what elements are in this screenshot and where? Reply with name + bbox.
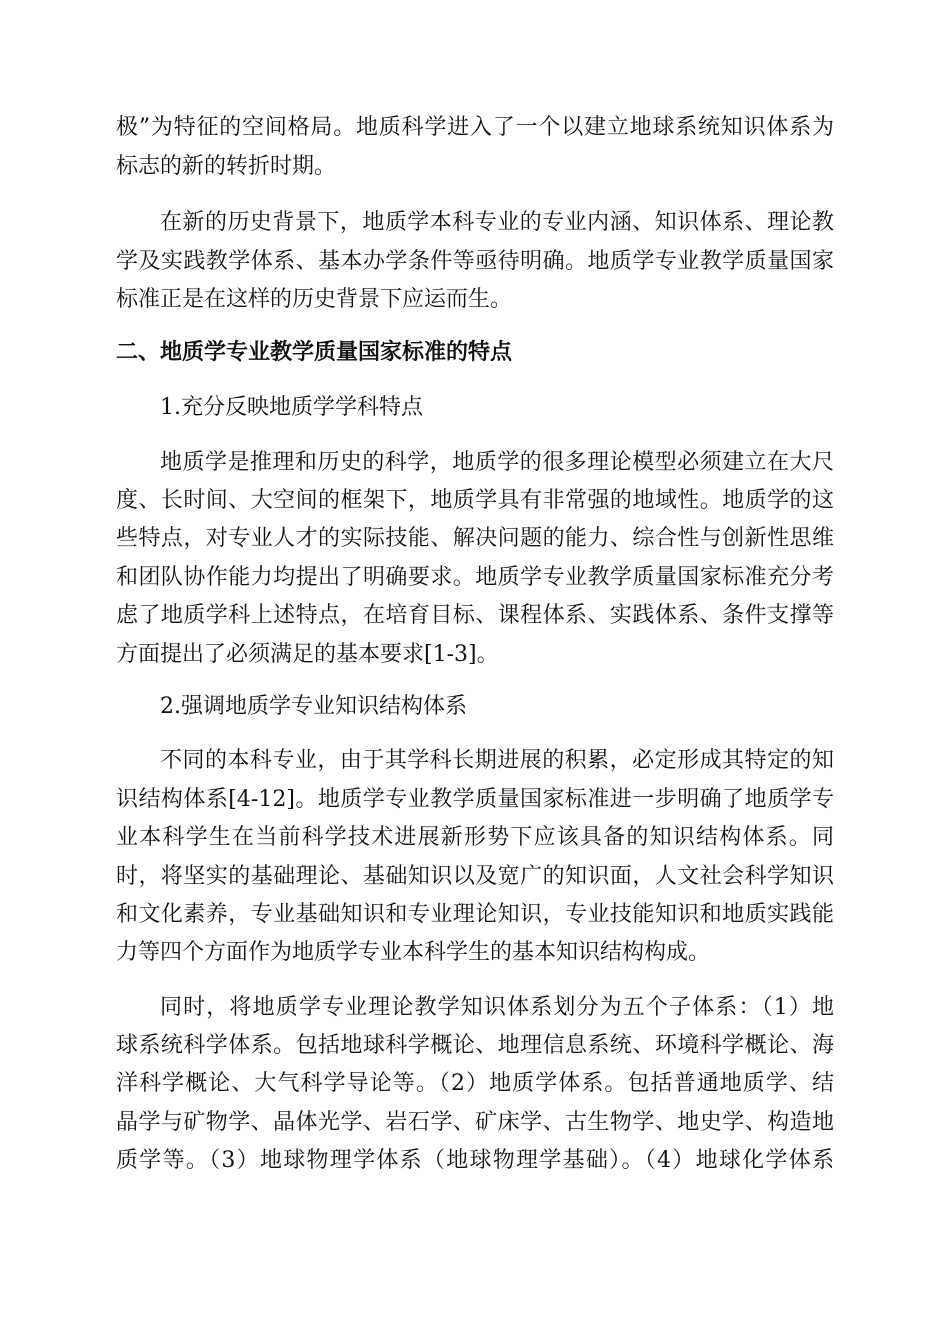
intro-line-2: 标志的新的转折时期。 <box>116 154 337 179</box>
subsection-1-line-3: 些特点，对专业人才的实际技能、解决问题的能力、综合性与创新性思维 <box>116 526 834 551</box>
subsection-2-line-5: 和文化素养，专业基础知识和专业理论知识，专业技能知识和地质实践能 <box>116 902 834 927</box>
subsystems-line-3: 洋科学概论、大气科学导论等。（2）地质学体系。包括普通地质学、结 <box>116 1071 834 1096</box>
subsection-1-title: 1.充分反映地质学学科特点 <box>160 395 423 420</box>
subsection-2-line-2: 识结构体系[4-12]。地质学专业教学质量国家标准进一步明确了地质学专 <box>116 787 834 812</box>
subsection-2-title: 2.强调地质学专业知识结构体系 <box>160 694 467 719</box>
subsection-2-line-6: 力等四个方面作为地质学专业本科学生的基本知识结构构成。 <box>116 940 711 965</box>
subsection-1-line-5: 虑了地质学科上述特点，在培育目标、课程体系、实践体系、条件支撑等 <box>116 603 834 628</box>
subsection-1-line-6: 方面提出了必须满足的基本要求[1-3]。 <box>116 642 499 667</box>
subsection-1-line-4: 和团队协作能力均提出了明确要求。地质学专业教学质量国家标准充分考 <box>116 565 834 590</box>
subsystems-line-2: 球系统科学体系。包括地球科学概论、地理信息系统、环境科学概论、海 <box>116 1033 834 1058</box>
background-line-1: 在新的历史背景下，地质学本科专业的专业内涵、知识体系、理论教 <box>160 210 834 235</box>
subsystems-line-4: 晶学与矿物学、晶体光学、岩石学、矿床学、古生物学、地史学、构造地 <box>116 1110 834 1135</box>
background-line-3: 标准正是在这样的历史背景下应运而生。 <box>116 287 513 312</box>
subsection-1-line-1: 地质学是推理和历史的科学，地质学的很多理论模型必须建立在大尺 <box>160 450 834 475</box>
section-heading: 二、地质学专业教学质量国家标准的特点 <box>116 340 513 365</box>
subsection-1-line-2: 度、长时间、大空间的框架下，地质学具有非常强的地域性。地质学的这 <box>116 488 834 513</box>
intro-line-1: 极”为特征的空间格局。地质科学进入了一个以建立地球系统知识体系为 <box>116 115 834 140</box>
subsection-2-line-4: 时，将坚实的基础理论、基础知识以及宽广的知识面，人文社会科学知识 <box>116 864 834 889</box>
background-line-2: 学及实践教学体系、基本办学条件等亟待明确。地质学专业教学质量国家 <box>116 249 834 274</box>
subsection-2-line-3: 业本科学生在当前科学技术进展新形势下应该具备的知识结构体系。同 <box>116 825 834 850</box>
subsection-2-line-1: 不同的本科专业，由于其学科长期进展的积累，必定形成其特定的知 <box>160 748 834 773</box>
subsystems-line-5: 质学等。（3）地球物理学体系（地球物理学基础）。（4）地球化学体系 <box>116 1148 834 1173</box>
subsystems-line-1: 同时，将地质学专业理论教学知识体系划分为五个子体系：（1）地 <box>160 995 834 1020</box>
